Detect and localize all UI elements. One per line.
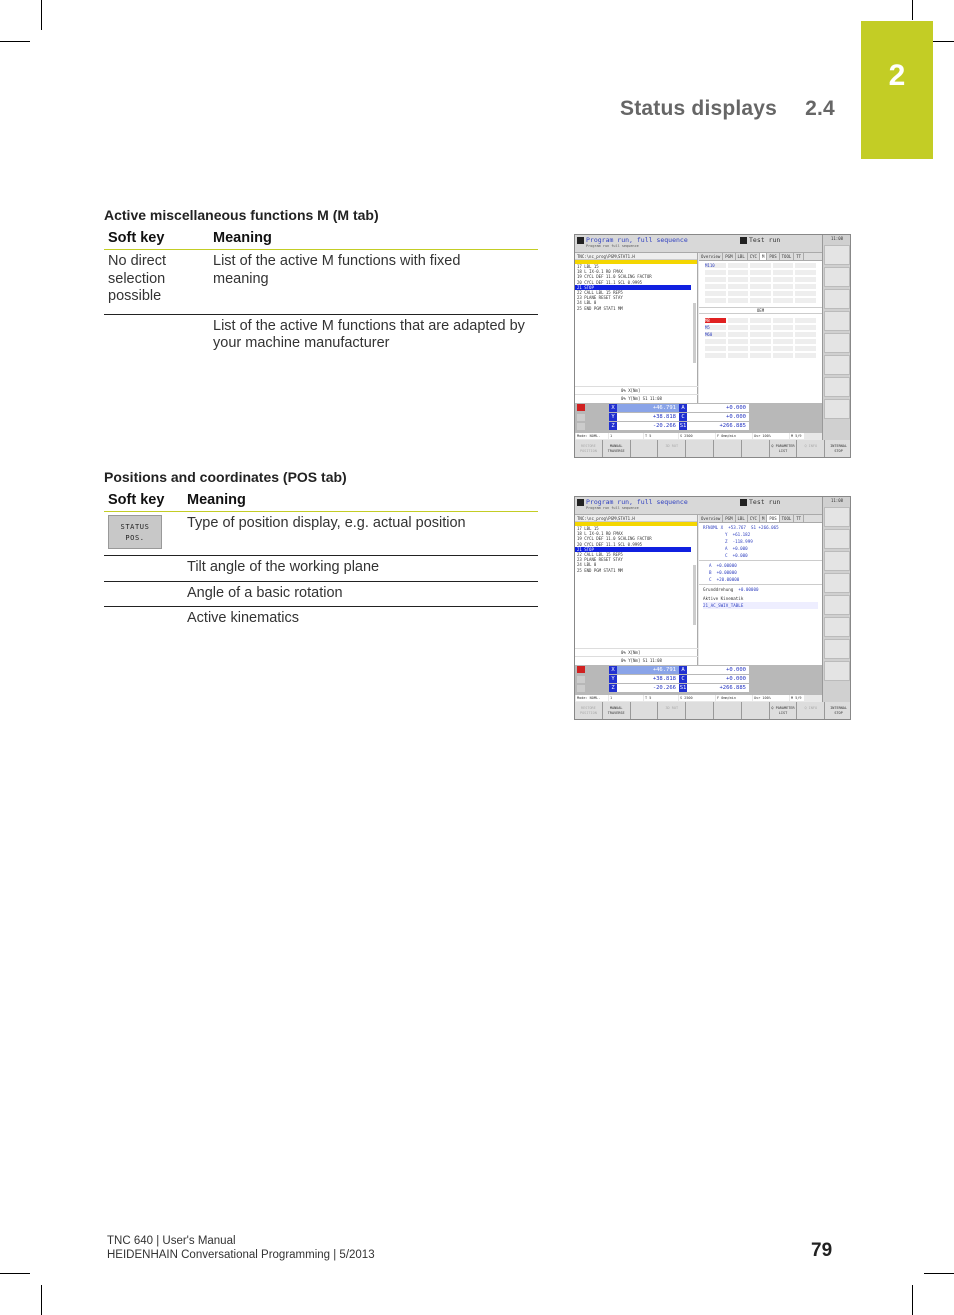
basic-rotation: Grunddrehung +0.00000 xyxy=(699,584,822,594)
program-line[interactable]: 24 LBL 0 xyxy=(577,300,597,306)
mode-second: Test run xyxy=(740,498,780,506)
scrollbar[interactable] xyxy=(693,303,696,363)
vertical-softkey-bar xyxy=(822,497,851,702)
program-path: TNC:\nc_prog\PGM\STAT1.H xyxy=(575,253,697,260)
program-path: TNC:\nc_prog\PGM\STAT1.H xyxy=(575,515,697,522)
table-row xyxy=(104,556,538,582)
test-run-icon xyxy=(740,499,747,506)
chapter-number: 2 xyxy=(888,59,906,92)
program-line[interactable]: 17 LBL 15 xyxy=(577,264,599,269)
tool-icon xyxy=(577,423,585,430)
softkey[interactable]: Q INFO xyxy=(797,702,824,720)
tab-tt[interactable]: TT xyxy=(794,253,804,260)
softkey[interactable]: 3D ROT xyxy=(658,702,685,720)
alarm-icon xyxy=(577,666,585,673)
crop-mark xyxy=(912,0,913,20)
status-window xyxy=(699,515,822,665)
crop-mark xyxy=(41,0,42,30)
program-line[interactable]: 20 CYCL DEF 11.1 SCL 0.9995 xyxy=(577,541,643,547)
side-softkey[interactable] xyxy=(824,661,850,681)
side-softkey[interactable] xyxy=(824,617,850,637)
softkey[interactable] xyxy=(686,702,713,720)
m-function: M5 xyxy=(705,325,726,330)
program-window xyxy=(575,515,698,665)
side-softkey[interactable] xyxy=(824,355,850,375)
program-line[interactable]: 17 LBL 15 xyxy=(577,526,599,531)
datum-icon xyxy=(577,676,585,683)
side-softkey[interactable] xyxy=(824,289,850,309)
program-line[interactable]: 25 END PGM STAT1 MM xyxy=(577,305,623,311)
program-line[interactable]: 22 CALL LBL 15 REP5 xyxy=(577,290,623,296)
tab-pos[interactable]: POS xyxy=(767,515,779,522)
tab-pos[interactable]: POS xyxy=(767,253,779,260)
footer xyxy=(107,1234,375,1262)
crop-mark xyxy=(41,1285,42,1315)
axis-x-value: +46.791 xyxy=(617,404,679,412)
status-window xyxy=(699,253,822,403)
axis-c-value: +0.000 xyxy=(687,675,749,683)
section-title: Status displays xyxy=(620,97,778,120)
column-header-meaning: Meaning xyxy=(183,489,538,512)
softkey[interactable] xyxy=(631,440,658,458)
softkey[interactable]: Q PARAMETER LIST xyxy=(770,702,797,720)
program-run-icon xyxy=(577,237,584,244)
tab-lbl[interactable]: LBL xyxy=(736,515,748,522)
footer-manual-title: TNC 640 | User's Manual xyxy=(107,1235,236,1247)
clock: 11:08 xyxy=(830,498,844,503)
tnc-screenshot-m-tab xyxy=(574,234,851,458)
program-line[interactable]: 19 CYCL DEF 11.0 SCALING FACTOR xyxy=(577,274,652,280)
mode-bar xyxy=(575,235,822,253)
load-x: 0% X[Nm] xyxy=(575,386,698,394)
softkey[interactable]: INTERNAL STOP xyxy=(825,702,851,720)
meaning-cell: Angle of a basic rotation xyxy=(183,581,538,607)
scrollbar[interactable] xyxy=(693,565,696,625)
info-bar: Mode: NOML. 1 T 5 S 2500 F 0mm/min Ovr 100% M 5/9 xyxy=(575,695,822,701)
axis-c-value: +0.000 xyxy=(687,413,749,421)
side-softkey[interactable] xyxy=(824,311,850,331)
softkey[interactable]: RESTORE POSITION xyxy=(575,702,602,720)
axis-y-value: +38.818 xyxy=(617,675,679,683)
tab-cyc[interactable]: CYC xyxy=(748,515,760,522)
axis-a-value: +0.000 xyxy=(687,404,749,412)
softkey[interactable]: MANUAL TRAVERSE xyxy=(603,440,630,458)
tab-tool[interactable]: TOOL xyxy=(780,253,795,260)
oem-label: OEM xyxy=(699,307,822,314)
pos-tab-table xyxy=(104,489,538,636)
softkey[interactable] xyxy=(686,440,713,458)
meaning-cell: List of the active M functions with fixed meaning xyxy=(209,250,538,315)
tab-overview[interactable]: Overview xyxy=(699,515,723,522)
axis-z-value: -20.266 xyxy=(617,684,679,692)
program-line[interactable]: 22 CALL LBL 15 REP5 xyxy=(577,552,623,558)
m-oem-grid xyxy=(699,316,822,360)
program-line[interactable]: 24 LBL 0 xyxy=(577,562,597,568)
pos-display-values: RFNOML X +53.767 S1 +266.065 Y +61.182 Z -118.999 A +0.000 C +0.000 xyxy=(703,525,779,558)
side-softkey[interactable] xyxy=(824,267,850,287)
axis-x-value: +46.791 xyxy=(617,666,679,674)
m-tab-heading: Active miscellaneous functions M (M tab) xyxy=(104,207,379,223)
side-softkey[interactable] xyxy=(824,595,850,615)
tab-overview[interactable]: Overview xyxy=(699,253,723,260)
tool-icon xyxy=(577,685,585,692)
mode-bar xyxy=(575,497,822,515)
section-number: 2.4 xyxy=(805,97,835,120)
axis-y-value: +38.818 xyxy=(617,413,679,421)
softkey[interactable] xyxy=(714,440,741,458)
side-softkey[interactable] xyxy=(824,333,850,353)
footer-publication: HEIDENHAIN Conversational Programming | 5/2013 xyxy=(107,1249,375,1261)
column-header-meaning: Meaning xyxy=(209,227,538,250)
side-softkey[interactable] xyxy=(824,399,850,419)
column-header-softkey: Soft key xyxy=(104,227,209,250)
mode-second: Test run xyxy=(740,236,780,244)
meaning-cell: List of the active M functions that are adapted by your machine manufacturer xyxy=(213,317,525,351)
program-line-selected[interactable]: 21 STOP xyxy=(575,547,691,552)
tab-cyc[interactable]: CYC xyxy=(748,253,760,260)
tab-m[interactable]: M xyxy=(760,253,767,260)
crop-mark xyxy=(924,1273,954,1274)
info-bar: Mode: NOML. 1 T 5 S 2500 F 0mm/min Ovr 100% M 5/9 xyxy=(575,433,822,439)
crop-mark xyxy=(912,1285,913,1315)
program-line[interactable]: 18 L IX-0.1 R0 FMAX xyxy=(577,269,623,275)
crop-mark xyxy=(0,41,30,42)
program-line[interactable]: 18 L IX-0.1 R0 FMAX xyxy=(577,531,623,537)
program-run-icon xyxy=(577,499,584,506)
softkey-cell xyxy=(104,314,209,361)
softkey[interactable] xyxy=(742,440,769,458)
mode-main: Program run, full sequence Program run full sequence xyxy=(577,498,688,510)
softkey[interactable]: Q INFO xyxy=(797,440,824,458)
program-window xyxy=(575,253,698,403)
table-row xyxy=(104,581,538,607)
tab-tool[interactable]: TOOL xyxy=(780,515,795,522)
softkey[interactable]: INTERNAL STOP xyxy=(825,440,851,458)
vertical-softkey-bar xyxy=(822,235,851,440)
softkey-cell xyxy=(104,581,183,607)
m-function: M8 xyxy=(705,318,726,323)
table-row xyxy=(104,607,538,636)
status-tabs xyxy=(699,515,822,523)
side-softkey[interactable] xyxy=(824,551,850,571)
softkey[interactable]: RESTORE POSITION xyxy=(575,440,602,458)
mode-main: Program run, full sequence Program run full sequence xyxy=(577,236,688,248)
spindle-value: +266.885 xyxy=(687,422,749,430)
softkey-bar xyxy=(575,440,851,458)
crop-mark xyxy=(0,1273,30,1274)
tnc-screenshot-pos-tab xyxy=(574,496,851,720)
status-pos-softkey[interactable]: STATUS POS. xyxy=(108,515,162,549)
spindle-value: +266.885 xyxy=(687,684,749,692)
position-display: X +46.791 A +0.000 Y +38.818 C +0.000 Z -20.266 S1 +266.885 xyxy=(575,665,822,695)
softkey-cell: No direct selection possible xyxy=(104,250,209,315)
m-function: M60 xyxy=(705,332,726,337)
program-line[interactable]: 19 CYCL DEF 11.0 SCALING FACTOR xyxy=(577,536,652,542)
load-x: 0% X[Nm] xyxy=(575,648,698,656)
table-row xyxy=(104,250,538,315)
pos-tab-heading: Positions and coordinates (POS tab) xyxy=(104,469,347,485)
table-row xyxy=(104,314,538,361)
softkey[interactable] xyxy=(742,702,769,720)
meaning-cell: Active kinematics xyxy=(187,610,300,626)
position-display: X +46.791 A +0.000 Y +38.818 C +0.000 Z -20.266 S1 +266.885 xyxy=(575,403,822,433)
alarm-icon xyxy=(577,404,585,411)
program-line[interactable]: 23 PLANE RESET STAY xyxy=(577,295,623,301)
program-line-selected[interactable]: 21 STOP xyxy=(575,285,691,290)
chapter-tab xyxy=(861,21,933,159)
crop-mark xyxy=(933,41,954,42)
load-y: 0% Y[Nm] S1 11:08 xyxy=(575,394,698,402)
softkey-cell xyxy=(104,556,183,582)
m-tab-table xyxy=(104,227,538,361)
axis-z-value: -20.266 xyxy=(617,422,679,430)
side-softkey[interactable] xyxy=(824,507,850,527)
side-softkey[interactable] xyxy=(824,573,850,593)
table-row xyxy=(104,512,538,556)
axis-a-value: +0.000 xyxy=(687,666,749,674)
tab-lbl[interactable]: LBL xyxy=(736,253,748,260)
column-header-softkey: Soft key xyxy=(104,489,183,512)
side-softkey[interactable] xyxy=(824,639,850,659)
running-header xyxy=(620,97,835,121)
softkey[interactable]: Q PARAMETER LIST xyxy=(770,440,797,458)
tab-tt[interactable]: TT xyxy=(794,515,804,522)
page-number: 79 xyxy=(811,1240,833,1261)
m-function: M110 xyxy=(705,263,726,268)
datum-icon xyxy=(577,414,585,421)
clock: 11:08 xyxy=(830,236,844,241)
softkey[interactable]: 3D ROT xyxy=(658,440,685,458)
active-kinematics: Aktive Kinematik 21_AC_SWIV_TABLE xyxy=(699,594,822,610)
side-softkey[interactable] xyxy=(824,245,850,265)
test-run-icon xyxy=(740,237,747,244)
softkey-cell xyxy=(104,607,183,636)
load-y: 0% Y[Nm] S1 11:08 xyxy=(575,656,698,664)
side-softkey[interactable] xyxy=(824,529,850,549)
softkey[interactable] xyxy=(631,702,658,720)
tilt-angles: A +0.00000 B +0.00000 C +20.00000 xyxy=(699,560,822,584)
meaning-cell: Type of position display, e.g. actual position xyxy=(183,512,538,556)
meaning-cell: Tilt angle of the working plane xyxy=(183,556,538,582)
status-tabs xyxy=(699,253,822,261)
tab-m[interactable]: M xyxy=(760,515,767,522)
m-fixed-grid xyxy=(699,261,822,305)
softkey[interactable] xyxy=(714,702,741,720)
program-line[interactable]: 20 CYCL DEF 11.1 SCL 0.9995 xyxy=(577,279,643,285)
tab-pgm[interactable]: PGM xyxy=(723,253,735,260)
program-line[interactable]: 25 END PGM STAT1 MM xyxy=(577,567,623,573)
tab-pgm[interactable]: PGM xyxy=(723,515,735,522)
softkey[interactable]: MANUAL TRAVERSE xyxy=(603,702,630,720)
program-line[interactable]: 23 PLANE RESET STAY xyxy=(577,557,623,563)
softkey-bar xyxy=(575,702,851,720)
side-softkey[interactable] xyxy=(824,377,850,397)
